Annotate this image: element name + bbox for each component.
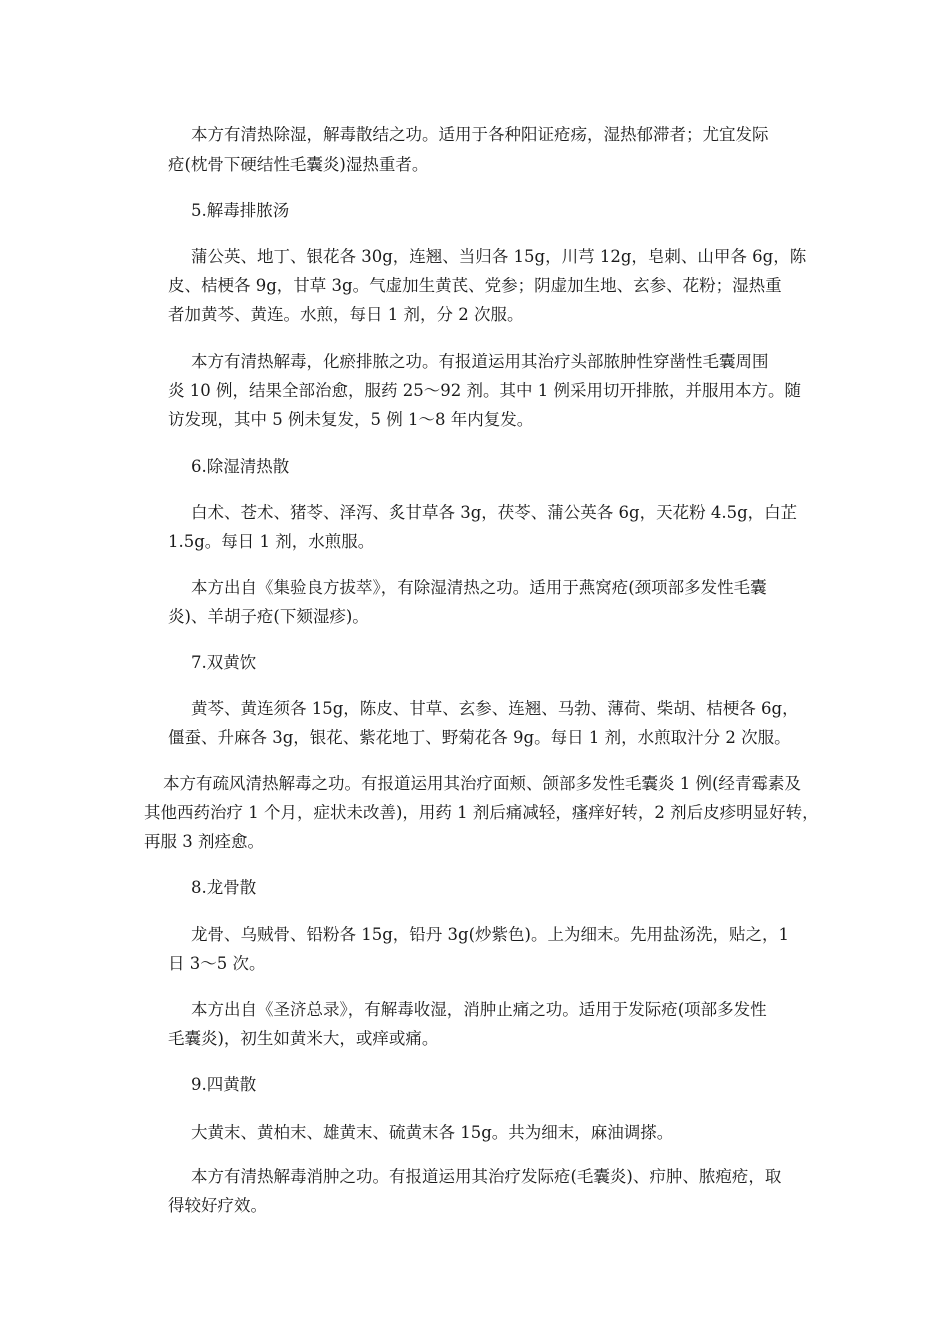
paragraph-line: 本方有清热解毒消肿之功。有报道运用其治疗发际疮(毛囊炎)、疖肿、脓疱疮，取: [191, 1167, 782, 1186]
section-heading: 8.龙骨散: [191, 878, 257, 897]
paragraph-line: 本方有疏风清热解毒之功。有报道运用其治疗面颊、颌部多发性毛囊炎 1 例(经青霉素及: [163, 774, 801, 793]
paragraph-line: 龙骨、乌贼骨、铅粉各 15g，铅丹 3g(炒紫色)。上为细末。先用盐汤洗，贴之，1: [191, 925, 789, 944]
paragraph-line: 白术、苍术、猪苓、泽泻、炙甘草各 3g，茯苓、蒲公英各 6g，天花粉 4.5g，白芷: [191, 503, 798, 522]
paragraph-line: 黄芩、黄连须各 15g，陈皮、甘草、玄参、连翘、马勃、薄荷、柴胡、桔梗各 6g，: [191, 699, 799, 718]
section-heading: 5.解毒排脓汤: [191, 201, 290, 220]
section-heading: 7.双黄饮: [191, 653, 257, 672]
paragraph-line: 蒲公英、地丁、银花各 30g，连翘、当归各 15g，川芎 12g，皂刺、山甲各 6g，陈: [191, 247, 807, 266]
paragraph-line: 本方出自《圣济总录》，有解毒收湿，消肿止痛之功。适用于发际疮(项部多发性: [191, 1000, 767, 1019]
paragraph-line: 本方有清热除湿，解毒散结之功。适用于各种阳证疮疡，湿热郁滞者；尤宜发际: [191, 125, 769, 144]
section-heading: 9.四黄散: [191, 1075, 257, 1094]
paragraph-line: 炎 10 例，结果全部治愈，服药 25～92 剂。其中 1 例采用切开排脓，并服用本方。随: [168, 381, 801, 400]
paragraph-line: 者加黄芩、黄连。水煎，每日 1 剂，分 2 次服。: [168, 305, 524, 324]
paragraph-line: 1.5g。每日 1 剂，水煎服。: [168, 532, 375, 551]
paragraph-line: 得较好疗效。: [168, 1196, 267, 1215]
paragraph-line: 皮、桔梗各 9g，甘草 3g。气虚加生黄芪、党参；阴虚加生地、玄参、花粉；湿热重: [168, 276, 782, 295]
paragraph-line: 炎)、羊胡子疮(下颏湿疹)。: [168, 607, 369, 626]
paragraph-line: 毛囊炎)，初生如黄米大，或痒或痛。: [168, 1029, 439, 1048]
paragraph-line: 其他西药治疗 1 个月，症状未改善)，用药 1 剂后痛减轻，瘙痒好转，2 剂后皮疹明显好转，: [144, 803, 819, 822]
paragraph-line: 再服 3 剂痊愈。: [144, 832, 264, 851]
paragraph-line: 僵蚕、升麻各 3g，银花、紫花地丁、野菊花各 9g。每日 1 剂，水煎取汁分 2 次服。: [168, 728, 791, 747]
paragraph-line: 日 3～5 次。: [168, 954, 266, 973]
paragraph-line: 访发现，其中 5 例未复发，5 例 1～8 年内复发。: [168, 410, 534, 429]
paragraph-line: 本方出自《集验良方拔萃》，有除湿清热之功。适用于燕窝疮(颈项部多发性毛囊: [191, 578, 767, 597]
paragraph-line: 大黄末、黄柏末、雄黄末、硫黄末各 15g。共为细末，麻油调搽。: [191, 1123, 674, 1142]
section-heading: 6.除湿清热散: [191, 457, 290, 476]
paragraph-line: 本方有清热解毒，化瘀排脓之功。有报道运用其治疗头部脓肿性穿凿性毛囊周围: [191, 352, 769, 371]
paragraph-line: 疮(枕骨下硬结性毛囊炎)湿热重者。: [168, 155, 429, 174]
